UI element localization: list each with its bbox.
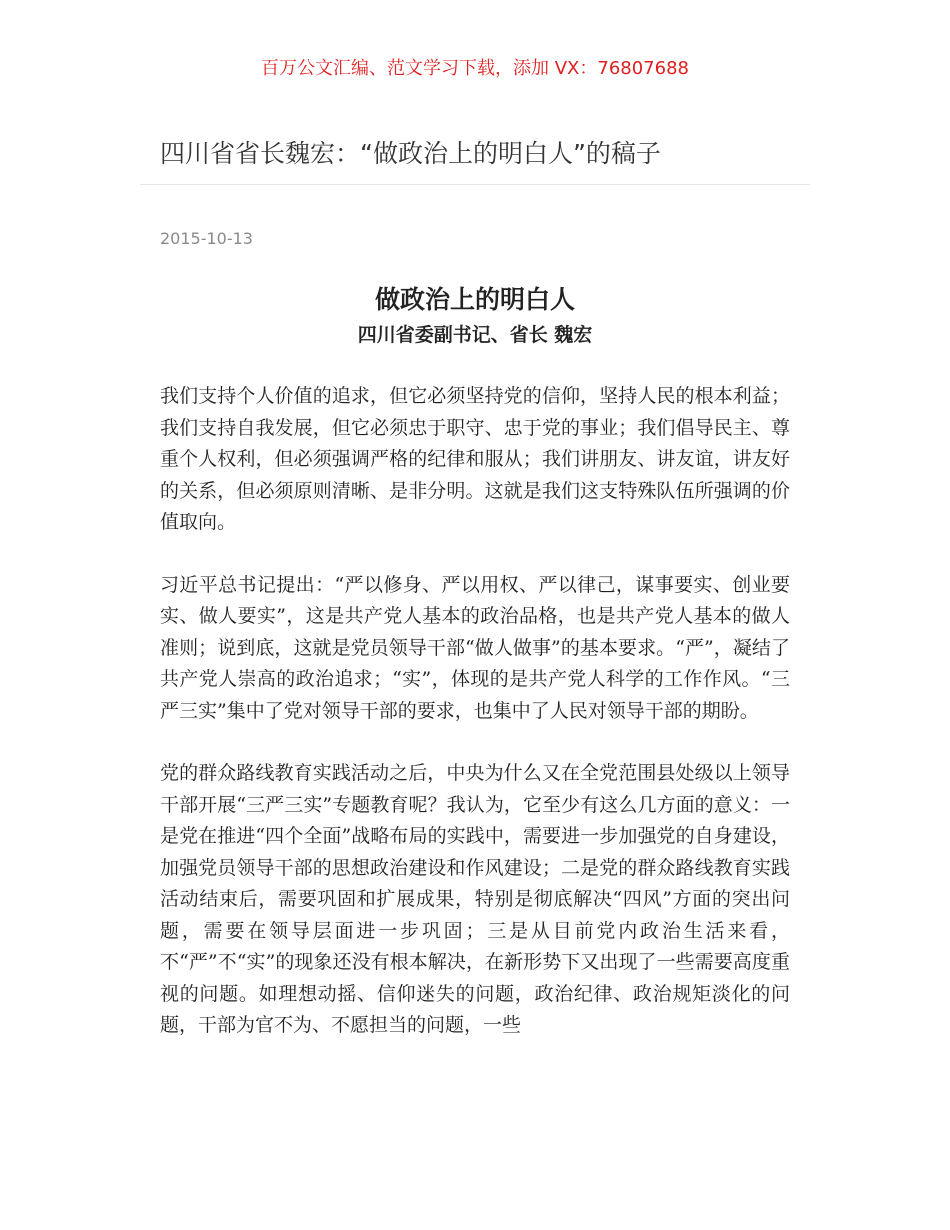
publish-date: 2015-10-13	[160, 229, 253, 248]
document-author: 四川省委副书记、省长 魏宏	[357, 324, 593, 346]
document-heading: 做政治上的明白人	[374, 285, 575, 314]
title-divider	[140, 184, 810, 185]
body-paragraph: 我们支持个人价值的追求，但它必须坚持党的信仰，坚持人民的根本利益；我们支持自我发展，但它必须忠于职守、忠于党的事业；我们倡导民主、尊重个人权利，但必须强调严格的纪律和服从；我们讲朋友、讲友谊，讲友好的关系，但必须原则清晰、是非分明。这就是我们这支特殊队伍所强调的价值取向。	[160, 385, 790, 533]
body-paragraph: 习近平总书记提出：“严以修身、严以用权、严以律己，谋事要实、创业要实、做人要实”，这是共产党人基本的政治品格，也是共产党人基本的做人准则；说到底，这就是党员领导干部“做人做事”的基本要求。“严”，凝结了共产党人崇高的政治追求；“实”，体现的是共产党人科学的工作作风。“三严三实”集中了党对领导干部的要求，也集中了人民对领导干部的期盼。	[160, 573, 790, 722]
article-body	[160, 381, 790, 1042]
body-paragraph: 党的群众路线教育实践活动之后，中央为什么又在全党范围县处级以上领导干部开展“三严三实”专题教育呢？我认为，它至少有这么几方面的意义：一是党在推进“四个全面”战略布局的实践中，需要进一步加强党的自身建设，加强党员领导干部的思想政治建设和作风建设；二是党的群众路线教育实践活动结束后，需要巩固和扩展成果，特别是彻底解决“四风”方面的突出问题，需要在领导层面进一步巩固；三是从目前党内政治生活来看，不“严”不“实”的现象还没有根本解决，在新形势下又出现了一些需要高度重视的问题。如理想动摇、信仰迷失的问题，政治纪律、政治规矩淡化的问题，干部为官不为、不愿担当的问题，一些	[160, 762, 790, 1036]
article-title: 四川省省长魏宏：“做政治上的明白人”的稿子	[160, 139, 661, 168]
promo-banner: 百万公文汇编、范文学习下载，添加 VX：76807688	[261, 58, 689, 79]
